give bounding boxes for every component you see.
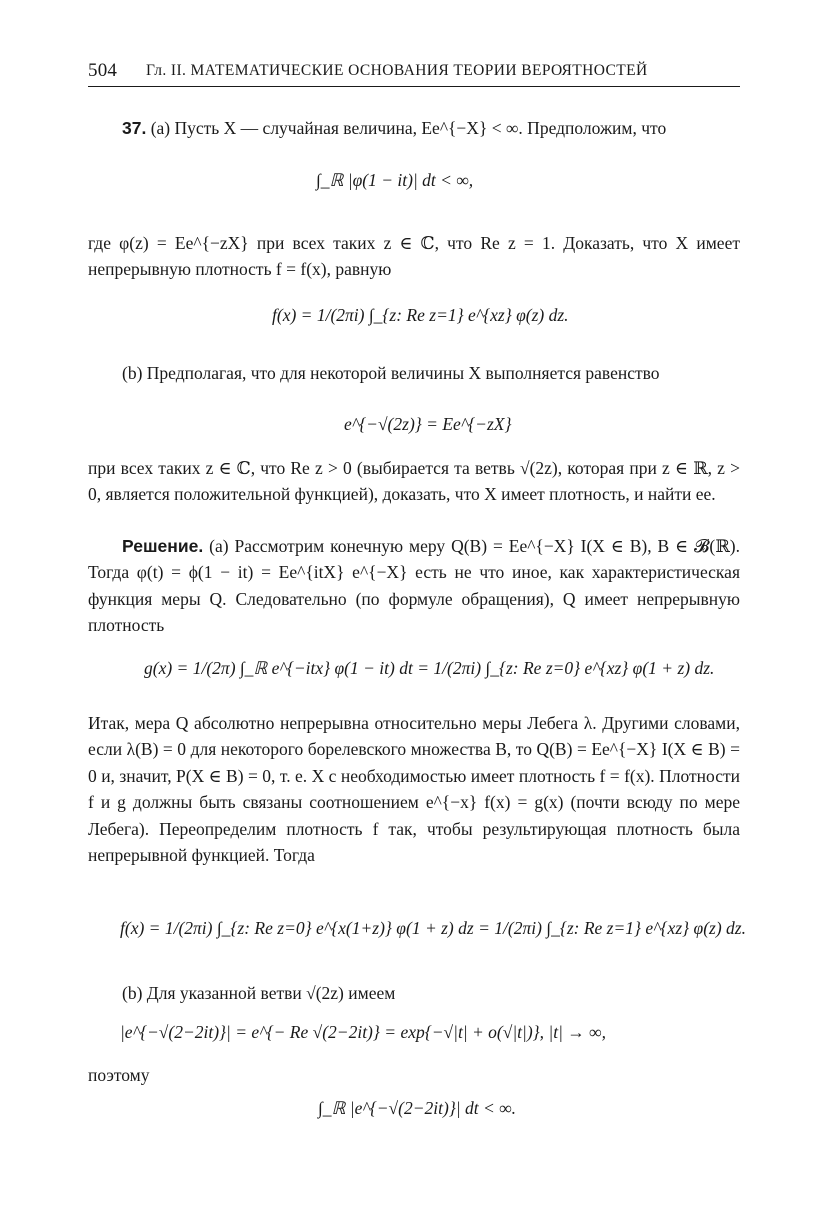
problem-number: 37. xyxy=(122,118,147,138)
problem-a-statement: (a) Пусть X — случайная величина, Ee^{−X} < ∞. Предположим, что xyxy=(150,118,667,138)
formula-laplace-relation: e^{−√(2z)} = Ee^{−zX} xyxy=(344,414,512,434)
formula-density-g: g(x) = 1/(2π) ∫_ℝ e^{−itx} φ(1 − it) dt = 1/(2πi) ∫_{z: Re z=0} e^{xz} φ(1 + z) dz. xyxy=(144,658,715,678)
problem-b-text: (b) Предполагая, что для некоторой величины X выполняется равенство xyxy=(122,363,660,383)
solution-a-text xyxy=(88,533,740,639)
solution-b-text: (b) Для указанной ветви √(2z) имеем xyxy=(122,983,396,1003)
page-number: 504 xyxy=(88,60,118,81)
formula-inversion-f: f(x) = 1/(2πi) ∫_{z: Re z=1} e^{xz} φ(z) dz. xyxy=(272,305,569,325)
solution-b-therefore: поэтому xyxy=(88,1065,150,1085)
solution-a-argument: Итак, мера Q абсолютно непрерывна относительно меры Лебега λ. Другими словами, если λ(B) = 0 для некоторого борелевского множества B, то Q(B) = Ee^{−X} I(X ∈ B) = 0 и, значит, P(X ∈ B) = 0, т. е. X с необходимостью имеет плотность f = f(x). Плотности f и g должны быть связаны соотношением e^{−x} f(x) = g(x) (почти всюду по мере Лебега). Переопределим плотность f так, чтобы результирующая плотность была непрерывной функцией. Тогда xyxy=(88,713,740,866)
formula-density-f: f(x) = 1/(2πi) ∫_{z: Re z=0} e^{x(1+z)} φ(1 + z) dz = 1/(2πi) ∫_{z: Re z=1} e^{xz} φ(z) dz. xyxy=(120,918,746,938)
problem-a-continuation: где φ(z) = Ee^{−zX} при всех таких z ∈ ℂ, что Re z = 1. Доказать, что X имеет непрерывную плотность f = f(x), равную xyxy=(88,233,740,280)
problem-b-continuation: при всех таких z ∈ ℂ, что Re z > 0 (выбирается та ветвь √(2z), которая при z ∈ ℝ, z > 0, является положительной функцией), доказать, что X имеет плотность, и найти ее. xyxy=(88,458,740,505)
chapter-title: Гл. II. МАТЕМАТИЧЕСКИЕ ОСНОВАНИЯ ТЕОРИИ ВЕРОЯТНОСТЕЙ xyxy=(146,62,648,79)
formula-integrability: ∫_ℝ |φ(1 − it)| dt < ∞, xyxy=(316,170,474,190)
running-header xyxy=(88,58,740,87)
solution-label: Решение. xyxy=(122,536,204,556)
formula-final-integral: ∫_ℝ |e^{−√(2−2it)}| dt < ∞. xyxy=(318,1098,517,1118)
problem-a-text xyxy=(88,115,740,141)
formula-asymptotic: |e^{−√(2−2it)}| = e^{− Re √(2−2it)} = exp{−√|t| + o(√|t|)}, |t| → ∞, xyxy=(120,1022,607,1042)
solution-a-body: (a) Рассмотрим конечную меру Q(B) = Ee^{−X} I(X ∈ B), B ∈ 𝓑(ℝ). Тогда φ(t) = ϕ(1 − it) = Ee^{itX} e^{−X} есть не что иное, как характеристическая функция меры Q. Следовательно (по формуле обращения), Q имеет непрерывную плотность xyxy=(88,536,740,636)
